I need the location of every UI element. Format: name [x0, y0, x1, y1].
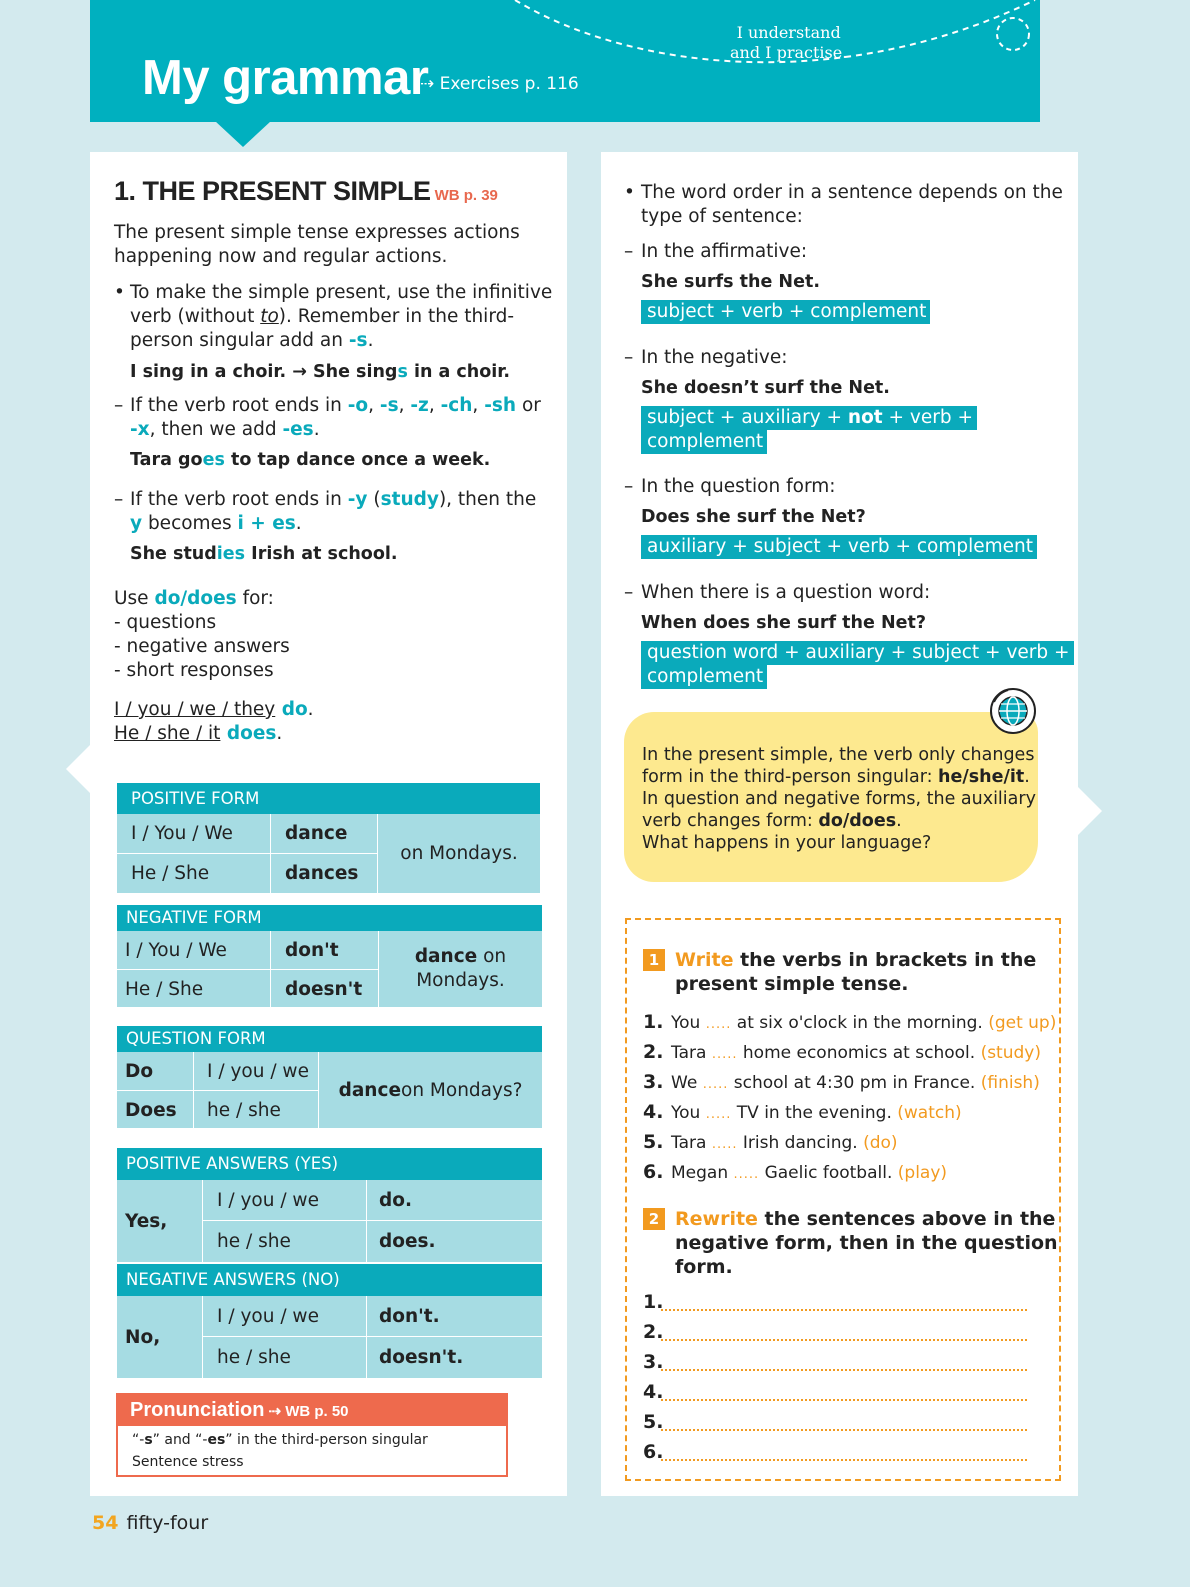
table-cell: Yes,	[125, 1210, 168, 1232]
answer-line[interactable]: 6.	[643, 1441, 663, 1465]
section-title	[114, 176, 498, 207]
negative-form-table	[117, 931, 542, 1007]
question-word-example: When does she surf the Net?	[641, 613, 926, 633]
question-formula: auxiliary + subject + verb + complement	[641, 535, 1037, 559]
subjects-does: He / she / it does.	[114, 723, 283, 744]
positive-answers-table	[117, 1180, 542, 1262]
dash-icon: –	[624, 476, 634, 497]
note-line: What happens in your language?	[642, 833, 932, 853]
note-line: In question and negative forms, the auxiliary	[642, 789, 1036, 809]
exercises-link[interactable]: ⇢ Exercises p. 116	[420, 74, 579, 94]
table-divider	[366, 1180, 367, 1262]
answer-blank[interactable]: .....	[711, 1047, 738, 1062]
rule-1-line-1: To make the simple present, use the infinitive	[130, 282, 553, 303]
workbook-reference[interactable]: WB p. 39	[434, 187, 498, 204]
right-notch	[1078, 787, 1102, 835]
answer-blank[interactable]: .....	[733, 1167, 760, 1182]
exercise-1-instruction: Write the verbs in brackets in the present simple tense.	[675, 949, 1037, 995]
exercise-box	[625, 918, 1061, 1481]
note-line: verb changes form: do/does.	[642, 811, 902, 831]
rule-2-example: Tara goes to tap dance once a week.	[130, 450, 491, 470]
table-cell: dance on Mondays?	[338, 1079, 523, 1101]
table-divider	[270, 931, 271, 1007]
positive-form-header: POSITIVE FORM	[117, 783, 540, 814]
exercise-1-item: 3. We ..... school at 4:30 pm in France. (finish)	[643, 1071, 1040, 1093]
use-intro: Use do/does for:	[114, 588, 274, 609]
pronunciation-line-2: Sentence stress	[132, 1454, 244, 1470]
use-item: - negative answers	[114, 636, 290, 657]
dash-icon: –	[624, 347, 634, 368]
rule-3-example: She studies Irish at school.	[130, 544, 398, 564]
table-cell: Do	[125, 1060, 154, 1082]
globe-icon	[988, 686, 1038, 736]
use-do-does	[114, 587, 290, 683]
rule-3-line-1: If the verb root ends in -y (study), then the	[130, 489, 537, 510]
table-cell: he / she	[207, 1099, 281, 1121]
pronunciation-line-1: “-s” and “-es” in the third-person singular	[132, 1432, 428, 1448]
negative-formula-line-1: subject + auxiliary + not + verb +	[641, 406, 977, 430]
rule-1-example: I sing in a choir. → She sings in a choir.	[130, 362, 511, 382]
table-cell: do.	[379, 1189, 412, 1211]
exercise-1-item: 4. You ..... TV in the evening. (watch)	[643, 1101, 962, 1123]
pronunciation-wb-link[interactable]: ⇢ WB p. 50	[268, 1403, 349, 1420]
exercise-1-item: 6. Megan ..... Gaelic football. (play)	[643, 1161, 948, 1183]
rule-2-line-1: If the verb root ends in -o, -s, -z, -ch, -sh or	[130, 395, 541, 416]
question-word-formula-line-2: complement	[641, 665, 767, 689]
answer-blank[interactable]: .....	[702, 1077, 729, 1092]
rule-2	[130, 394, 560, 442]
negative-answers-table	[117, 1296, 542, 1378]
table-divider	[270, 814, 271, 893]
dash-icon: –	[624, 582, 634, 603]
intro-line-2: happening now and regular actions.	[114, 246, 448, 267]
question-form-header: QUESTION FORM	[117, 1026, 542, 1052]
answer-line[interactable]: 5.	[643, 1411, 663, 1435]
tagline-line-1: I understand	[736, 23, 841, 42]
table-cell: dances	[285, 863, 359, 884]
word-order-intro	[641, 181, 1063, 229]
use-item: - short responses	[114, 660, 274, 681]
page-number-words: fifty-four	[126, 1512, 209, 1534]
rule-2-line-2: -x, then we add -es.	[130, 419, 320, 440]
table-cell: I / you / we	[207, 1060, 309, 1082]
table-cell: don't.	[379, 1305, 440, 1327]
header-banner	[90, 0, 1040, 122]
page-footer	[92, 1512, 208, 1534]
positive-form-table	[117, 814, 540, 893]
answer-blank[interactable]: .....	[711, 1137, 738, 1152]
dash-icon: –	[624, 241, 634, 262]
note-line: form in the third-person singular: he/she/it.	[642, 767, 1030, 787]
table-cell: I / you / we	[217, 1189, 319, 1211]
answer-line[interactable]: 4.	[643, 1381, 663, 1405]
answer-blank[interactable]: .....	[705, 1017, 732, 1032]
answer-line[interactable]: 3.	[643, 1351, 663, 1375]
pronunciation-header	[118, 1395, 506, 1426]
exercise-2-number: 2	[643, 1208, 665, 1230]
table-cell: he / she	[217, 1231, 291, 1252]
rule-3	[130, 488, 560, 536]
affirmative-formula: subject + verb + complement	[641, 300, 930, 324]
question-example: Does she surf the Net?	[641, 507, 866, 527]
rule-1-line-3: person singular add an -s.	[130, 330, 374, 351]
table-cell: He / She	[125, 978, 204, 1000]
table-cell: he / she	[217, 1347, 291, 1368]
subject-pronouns	[114, 698, 314, 746]
affirmative-label: In the affirmative:	[641, 241, 808, 262]
page-number: 54	[92, 1512, 119, 1534]
rule-1	[130, 281, 560, 353]
table-divider	[366, 1296, 367, 1378]
word-order-intro-2: type of sentence:	[641, 206, 803, 227]
header-pointer	[215, 121, 271, 147]
pronunciation-box	[116, 1393, 508, 1477]
answer-blank[interactable]: .....	[705, 1107, 732, 1122]
language-note-text	[642, 744, 1036, 854]
negative-formula-line-2: complement	[641, 430, 767, 454]
use-item: - questions	[114, 612, 217, 633]
note-line: In the present simple, the verb only changes	[642, 745, 1035, 765]
table-cell: Does	[125, 1099, 177, 1121]
exercise-2-instruction: Rewrite the sentences above in the negative form, then in the question form.	[675, 1208, 1058, 1278]
table-cell: don't	[285, 939, 339, 961]
table-cell: He / She	[131, 863, 210, 884]
tagline-line-2: and I practise.	[730, 43, 848, 62]
negative-label: In the negative:	[641, 347, 788, 368]
table-cell: I / You / We	[125, 939, 227, 961]
negative-example: She doesn’t surf the Net.	[641, 378, 890, 398]
negative-answers-header: NEGATIVE ANSWERS (NO)	[117, 1264, 542, 1296]
rule-1-line-2: verb (without to). Remember in the third-	[130, 306, 515, 327]
rule-3-line-2: y becomes i + es.	[130, 513, 302, 534]
positive-answers-header: POSITIVE ANSWERS (YES)	[117, 1148, 542, 1180]
affirmative-example: She surfs the Net.	[641, 272, 820, 292]
exercise-1-item: 2. Tara ..... home economics at school. (study)	[643, 1041, 1041, 1063]
exercise-1-item: 5. Tara ..... Irish dancing. (do)	[643, 1131, 898, 1153]
table-cell: dance	[285, 823, 348, 844]
bullet-icon: •	[624, 182, 635, 203]
question-label: In the question form:	[641, 476, 836, 497]
question-word-label: When there is a question word:	[641, 582, 931, 603]
exercise-1-item: 1. You ..... at six o'clock in the morning. (get up)	[643, 1011, 1057, 1033]
left-notch	[66, 745, 90, 793]
intro-line-1: The present simple tense expresses actions	[114, 222, 520, 243]
header-tagline	[730, 23, 847, 63]
table-divider	[202, 1180, 203, 1262]
answer-line[interactable]: 2.	[643, 1321, 663, 1345]
table-divider	[202, 1296, 203, 1378]
word-order-intro-1: The word order in a sentence depends on the	[641, 182, 1063, 203]
table-cell: I / You / We	[131, 823, 233, 844]
section-title-text: 1. THE PRESENT SIMPLE	[114, 176, 431, 206]
question-form-table	[117, 1052, 542, 1128]
answer-line[interactable]: 1.	[643, 1291, 663, 1315]
subjects-do: I / you / we / they do.	[114, 699, 314, 720]
table-divider	[193, 1052, 194, 1128]
exercise-1-number: 1	[643, 949, 665, 971]
pronunciation-title: Pronunciation	[130, 1399, 265, 1421]
dash-icon: –	[114, 489, 124, 510]
table-cell: on Mondays.	[400, 843, 518, 864]
table-cell: does.	[379, 1231, 436, 1252]
dash-icon: –	[114, 395, 124, 416]
table-cell: dance on Mondays.	[414, 946, 507, 991]
table-cell: I / you / we	[217, 1305, 319, 1327]
page-title: My grammar	[142, 51, 429, 105]
intro-text	[114, 221, 520, 269]
table-cell: No,	[125, 1326, 161, 1348]
question-word-formula-line-1: question word + auxiliary + subject + verb +	[641, 641, 1074, 665]
bullet-icon: •	[114, 282, 125, 303]
table-cell: doesn't	[285, 978, 363, 1000]
negative-form-header: NEGATIVE FORM	[117, 905, 542, 931]
table-cell: doesn't.	[379, 1347, 464, 1368]
